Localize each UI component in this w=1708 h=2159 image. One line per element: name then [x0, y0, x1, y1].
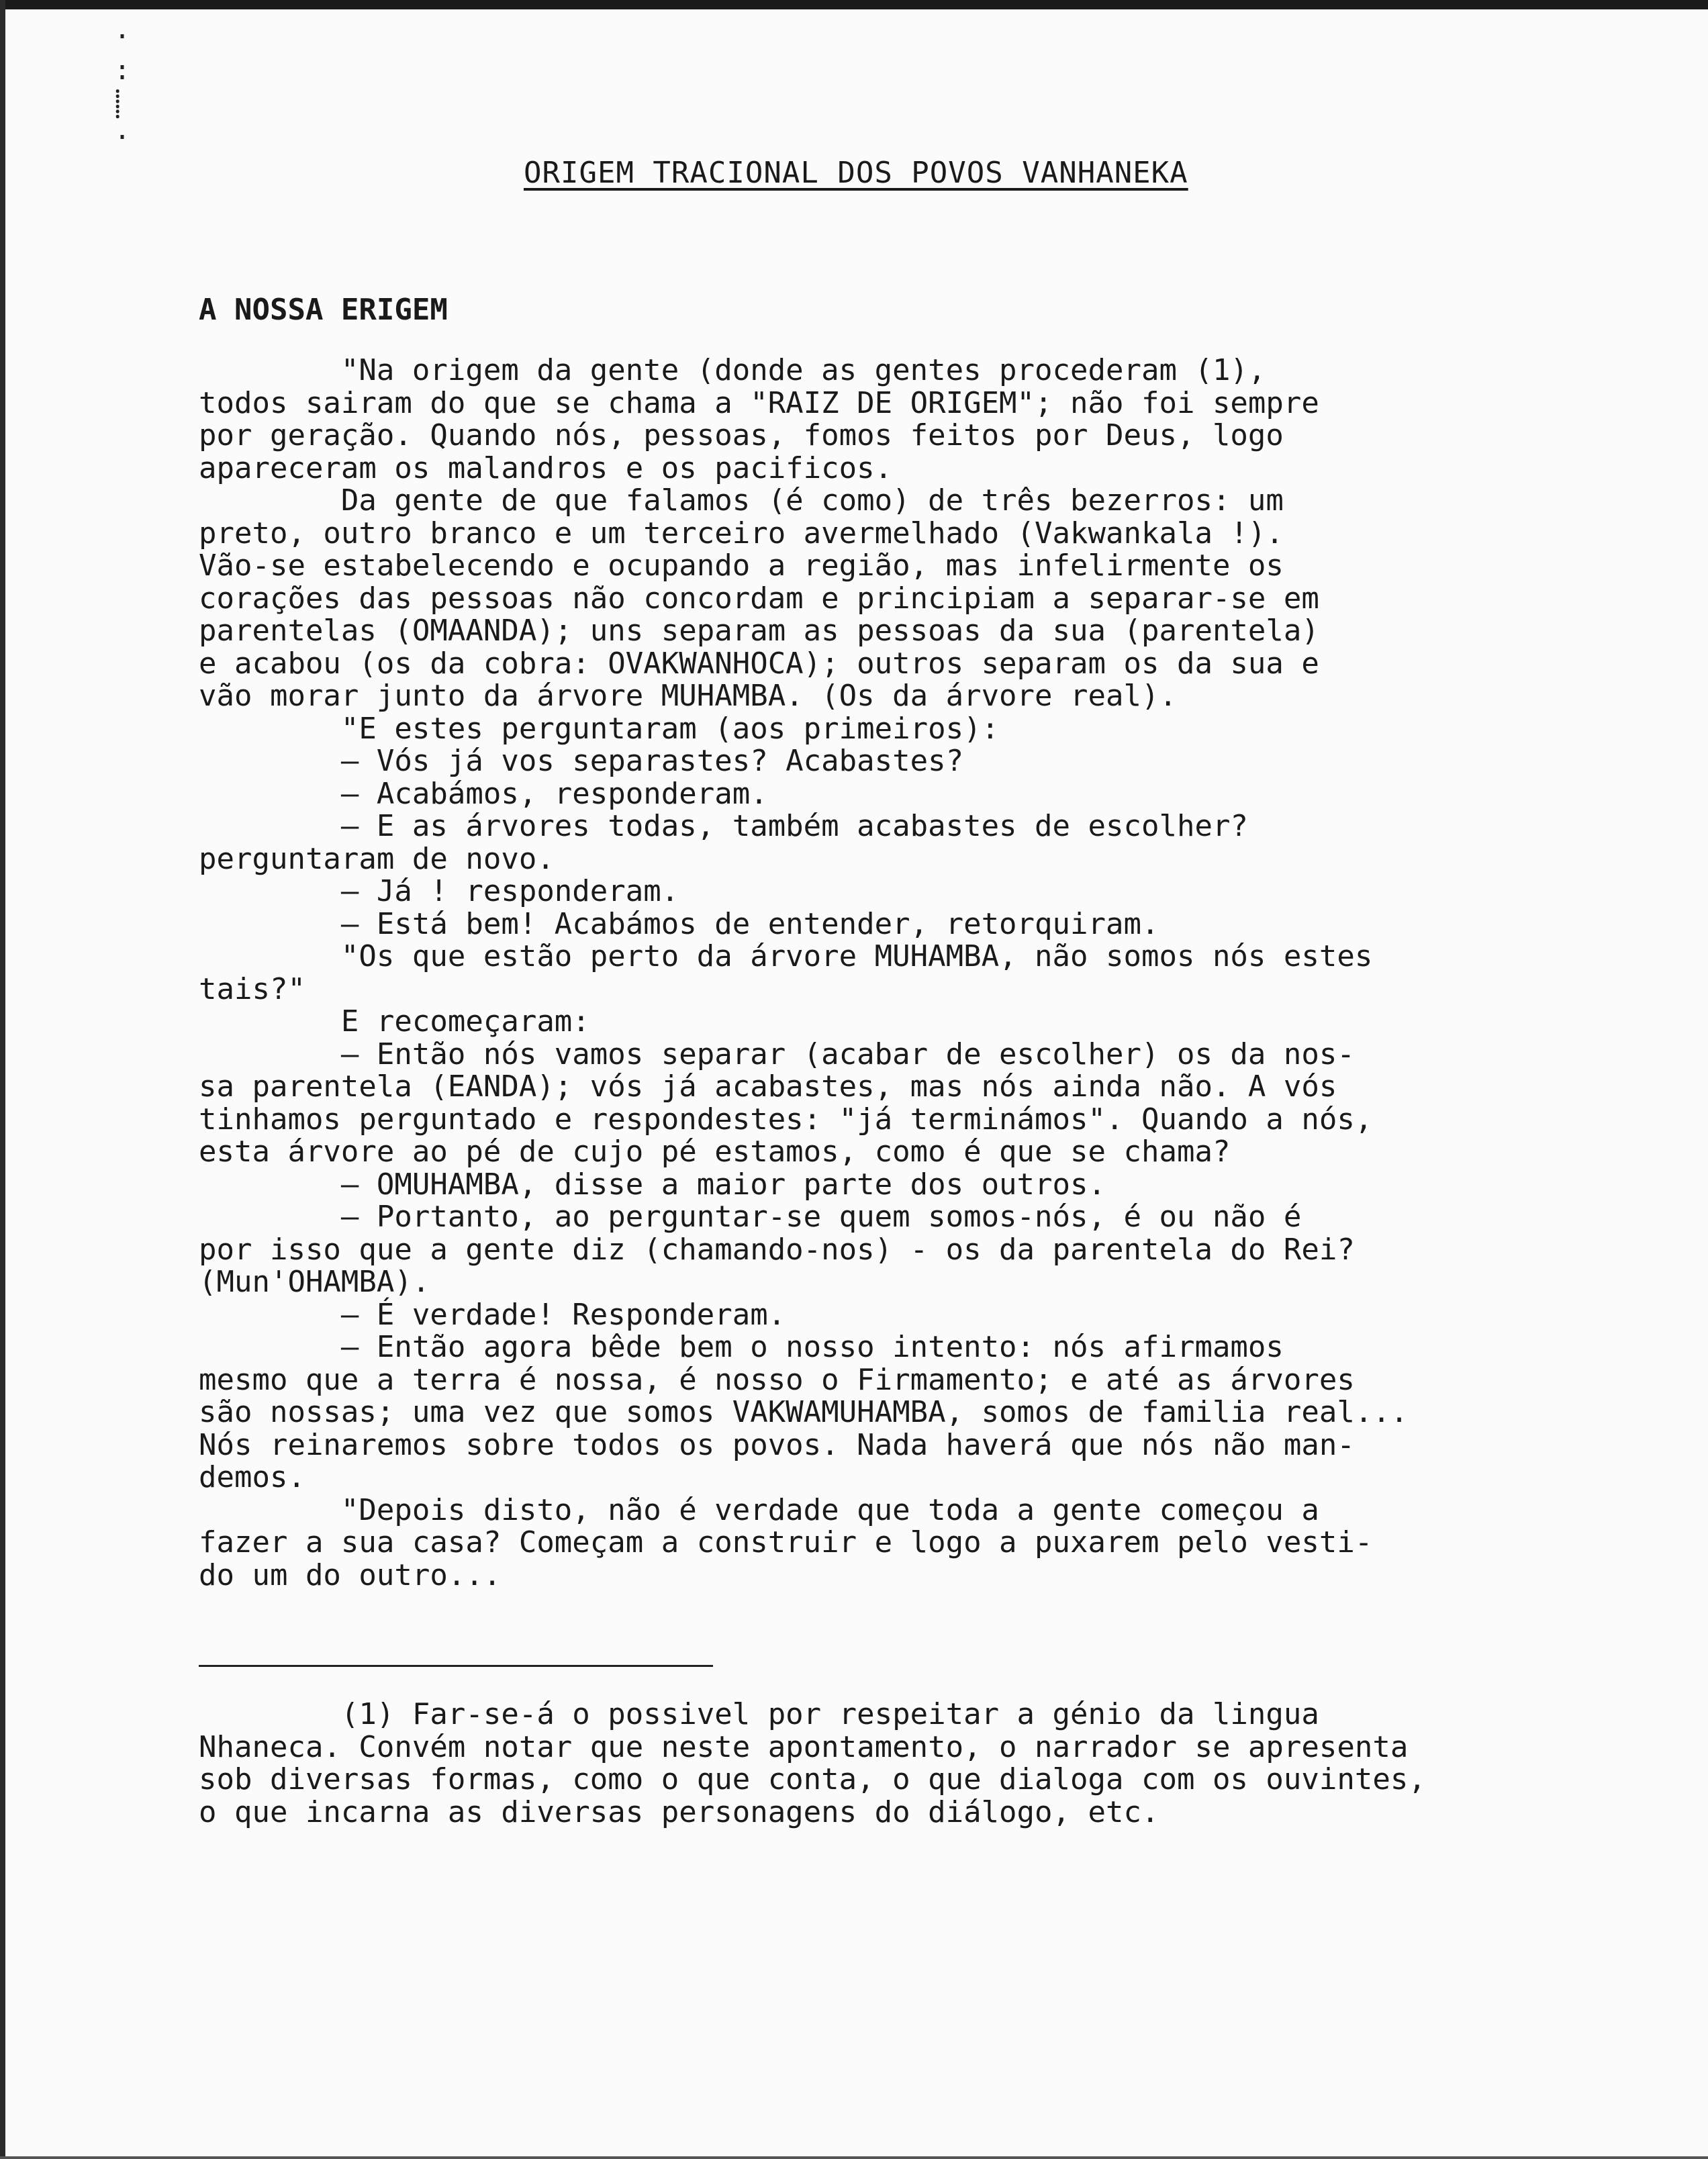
body-line: apareceram os malandros e os pacificos. — [199, 450, 893, 485]
body-line: sa parentela (EANDA); vós já acabastes, mas nós ainda não. A vós — [199, 1069, 1337, 1104]
body-line: fazer a sua casa? Começam a construir e logo a puxarem pelo vesti- — [199, 1525, 1373, 1560]
section-heading: A NOSSA ERIGEM — [199, 293, 448, 327]
document-title: ORIGEM TRACIONAL DOS POVOS VANHANEKA — [524, 156, 1188, 190]
body-line: — Vós já vos separastes? Acabastes? — [199, 744, 964, 778]
body-line: — É verdade! Responderam. — [199, 1297, 786, 1332]
scan-edge-bottom — [0, 2156, 1708, 2159]
body-line: por geração. Quando nós, pessoas, fomos feitos por Deus, logo — [199, 418, 1284, 452]
margin-mark: ⸽ — [114, 89, 122, 119]
body-line: corações das pessoas não concordam e principiam a separar-se em — [199, 581, 1319, 616]
body-line: — Acabámos, responderam. — [199, 776, 768, 811]
body-line: mesmo que a terra é nossa, é nosso o Firmamento; e até as árvores — [199, 1362, 1355, 1397]
scan-edge-top — [0, 0, 1708, 9]
body-line: e acabou (os da cobra: OVAKWANHOCA); outros separam os da sua e — [199, 646, 1319, 681]
footnote-line: o que incarna as diversas personagens do diálogo, etc. — [199, 1794, 1159, 1829]
margin-mark: · — [114, 21, 131, 52]
body-line: preto, outro branco e um terceiro avermelhado (Vakwankala !). — [199, 516, 1284, 550]
body-line: — Já ! responderam. — [199, 874, 679, 908]
footnote-divider — [199, 1665, 713, 1667]
body-line: esta árvore ao pé de cujo pé estamos, como é que se chama? — [199, 1135, 1231, 1169]
footnote — [199, 1698, 1642, 1829]
body-line: tais?" — [199, 971, 305, 1006]
body-line: Vão-se estabelecendo e ocupando a região, mas infelirmente os — [199, 548, 1284, 583]
body-line: (Mun'OHAMBA). — [199, 1265, 430, 1299]
body-line: tinhamos perguntado e respondestes: "já terminámos". Quando a nós, — [199, 1102, 1373, 1137]
body-line: — Então nós vamos separar (acabar de escolher) os da nos- — [199, 1037, 1355, 1071]
body-line: Nós reinaremos sobre todos os povos. Nada haverá que nós não man- — [199, 1427, 1355, 1462]
body-line: — Está bem! Acabámos de entender, retorquiram. — [199, 906, 1159, 941]
body-line: "Os que estão perto da árvore MUHAMBA, não somos nós estes — [199, 939, 1373, 973]
margin-mark: : — [114, 55, 131, 86]
margin-mark: · — [114, 122, 131, 153]
body-line: — Então agora bêde bem o nosso intento: nós afirmamos — [199, 1330, 1284, 1364]
body-line: vão morar junto da árvore MUHAMBA. (Os da árvore real). — [199, 679, 1177, 713]
body-line: demos. — [199, 1460, 305, 1494]
body-line: parentelas (OMAANDA); uns separam as pessoas da sua (parentela) — [199, 614, 1319, 648]
body-line: — OMUHAMBA, disse a maior parte dos outros. — [199, 1167, 1106, 1202]
margin-marks — [114, 20, 141, 195]
body-line: "E estes perguntaram (aos primeiros): — [199, 711, 1000, 746]
body-line: são nossas; uma vez que somos VAKWAMUHAMBA, somos de familia real... — [199, 1395, 1409, 1429]
body-line: por isso que a gente diz (chamando-nos) - os da parentela do Rei? — [199, 1232, 1355, 1267]
body-line: — Portanto, ao perguntar-se quem somos-nós, é ou não é — [199, 1200, 1302, 1234]
body-line: — E as árvores todas, também acabastes de escolher? — [199, 809, 1248, 843]
body-text — [199, 354, 1609, 1592]
scan-edge-left — [0, 0, 5, 2159]
footnote-line: (1) Far-se-á o possivel por respeitar a génio da lingua — [199, 1697, 1319, 1731]
footnote-line: sob diversas formas, como o que conta, o que dialoga com os ouvintes, — [199, 1762, 1426, 1796]
body-line: do um do outro... — [199, 1557, 502, 1592]
footnote-line: Nhaneca. Convém notar que neste apontamento, o narrador se apresenta — [199, 1729, 1409, 1764]
body-line: perguntaram de novo. — [199, 841, 555, 876]
body-line: "Depois disto, não é verdade que toda a gente começou a — [199, 1492, 1319, 1527]
body-line: todos sairam do que se chama a "RAIZ DE ORIGEM"; não foi sempre — [199, 385, 1319, 420]
body-line: "Na origem da gente (donde as gentes procederam (1), — [199, 353, 1266, 387]
body-line: E recomeçaram: — [199, 1004, 590, 1039]
body-line: Da gente de que falamos (é como) de três bezerros: um — [199, 483, 1284, 518]
